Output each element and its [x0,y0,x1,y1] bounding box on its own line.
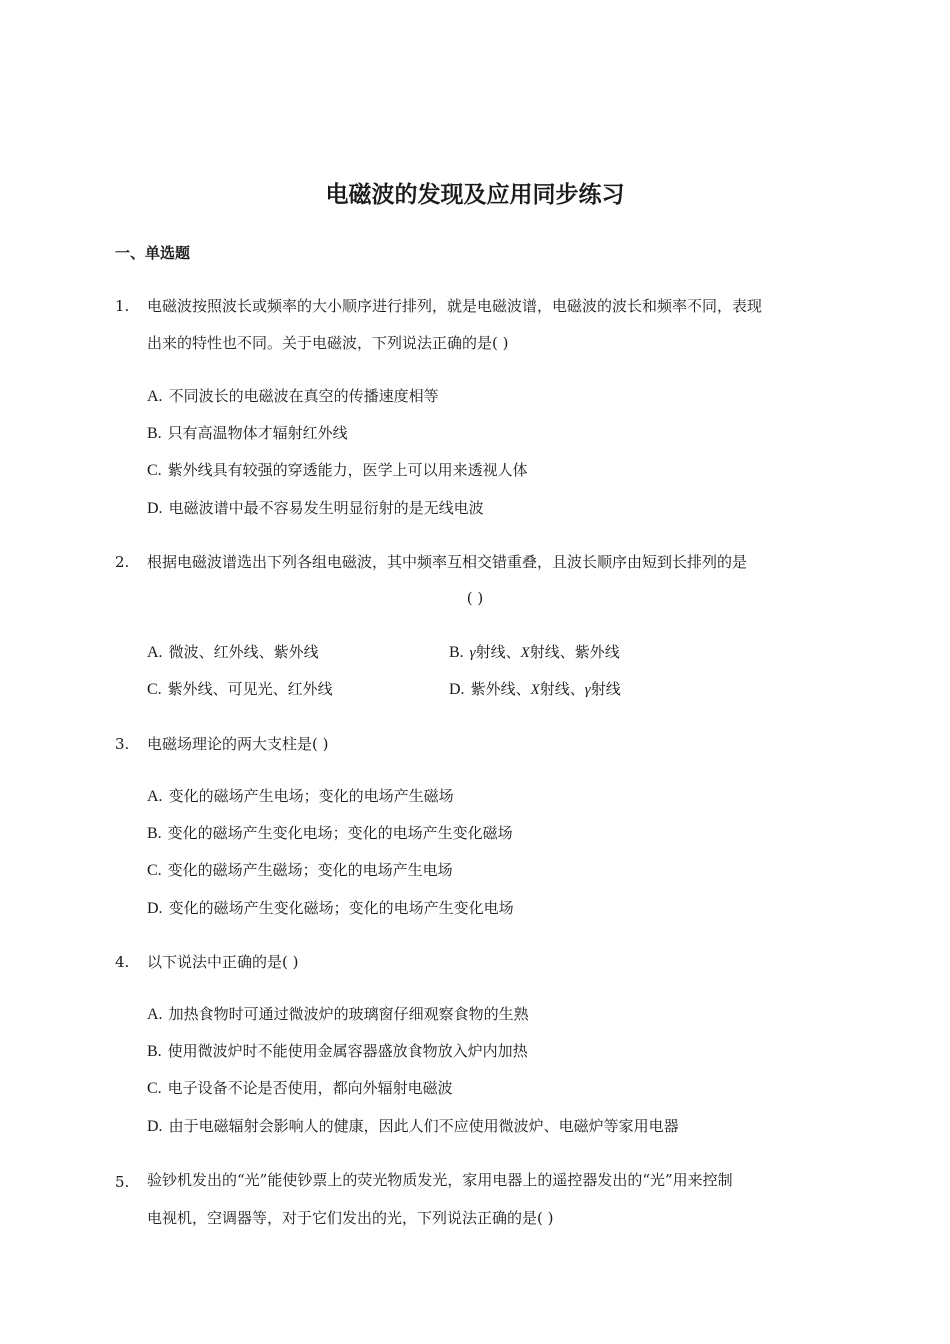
option-a: A. 微波、红外线、紫外线 [147,643,319,661]
option-b: B. 只有高温物体才辐射红外线 [147,424,348,442]
section-heading: 一、单选题 [115,244,191,262]
option-c: C. 变化的磁场产生磁场；变化的电场产生电场 [147,861,453,879]
question-number: 5. [115,1173,130,1191]
option-a: A. 不同波长的电磁波在真空的传播速度相等 [147,387,439,405]
page-title: 电磁波的发现及应用同步练习 [325,182,625,208]
question-text: 出来的特性也不同。关于电磁波，下列说法正确的是( ) [147,334,509,352]
question-text: 电磁场理论的两大支柱是( ) [147,735,329,753]
question-text: 电磁波按照波长或频率的大小顺序进行排列，就是电磁波谱，电磁波的波长和频率不同，表现 [147,297,763,315]
question-text: 以下说法中正确的是( ) [147,953,299,971]
question-text: 验钞机发出的“光”能使钞票上的荧光物质发光，家用电器上的遥控器发出的“光”用来控制 [147,1171,733,1189]
question-text: 电视机，空调器等，对于它们发出的光，下列说法正确的是( ) [147,1209,554,1227]
option-d: D. 由于电磁辐射会影响人的健康，因此人们不应使用微波炉、电磁炉等家用电器 [147,1117,679,1135]
question-number: 4. [115,953,130,971]
option-d: D. 紫外线、X射线、γ射线 [449,680,621,698]
answer-parentheses: ( ) [466,589,484,607]
question-text: 根据电磁波谱选出下列各组电磁波，其中频率互相交错重叠，且波长顺序由短到长排列的是 [147,553,748,571]
question-number: 3. [115,735,130,753]
option-b: B. γ射线、X射线、紫外线 [449,643,620,661]
option-b: B. 变化的磁场产生变化电场；变化的电场产生变化磁场 [147,824,513,842]
option-d: D. 电磁波谱中最不容易发生明显衍射的是无线电波 [147,499,484,517]
option-a: A. 加热食物时可通过微波炉的玻璃窗仔细观察食物的生熟 [147,1005,529,1023]
option-c: C. 电子设备不论是否使用，都向外辐射电磁波 [147,1079,453,1097]
option-c: C. 紫外线、可见光、红外线 [147,680,333,698]
option-a: A. 变化的磁场产生电场；变化的电场产生磁场 [147,787,454,805]
option-b: B. 使用微波炉时不能使用金属容器盛放食物放入炉内加热 [147,1042,528,1060]
option-c: C. 紫外线具有较强的穿透能力，医学上可以用来透视人体 [147,461,528,479]
question-number: 1. [115,297,130,315]
question-number: 2. [115,553,130,571]
option-d: D. 变化的磁场产生变化磁场；变化的电场产生变化电场 [147,899,514,917]
